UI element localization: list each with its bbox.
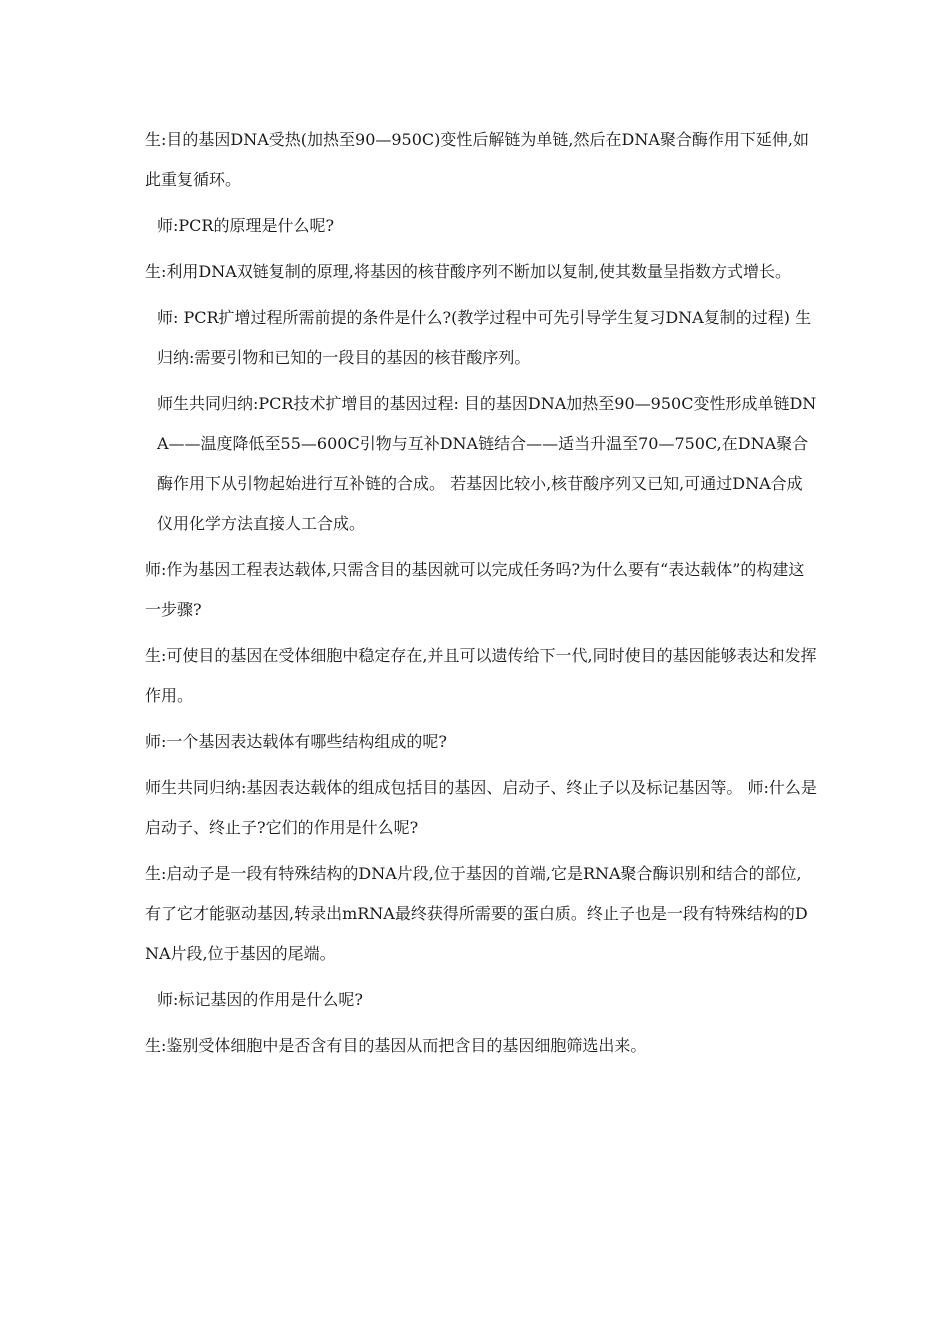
paragraph-joint-summary-pcr: 师生共同归纳:PCR技术扩增目的基因过程: 目的基因DNA加热至90—950C变性形成单链DNA——温度降低至55—600C引物与互补DNA链结合——适当升温至70—750C,在DNA聚合酶作用下从引物起始进行互补链的合成。 若基因比较小,核苷酸序列又已知,可通过DNA合成仪用化学方法直接人工合成。	[157, 394, 817, 533]
paragraph-teacher-question-pcr-conditions: 师: PCR扩增过程所需前提的条件是什么?(教学过程中可先引导学生复习DNA复制的过程) 生归纳:需要引物和已知的一段目的基因的核苷酸序列。	[157, 308, 812, 367]
paragraph-teacher-question-marker: 师:标记基因的作用是什么呢?	[157, 990, 363, 1009]
paragraph-student-answer-3: 生:可使目的基因在受体细胞中稳定存在,并且可以遗传给下一代,同时使目的基因能够表达和发挥作用。	[145, 646, 817, 705]
paragraph-joint-summary-vector: 师生共同归纳:基因表达载体的组成包括目的基因、启动子、终止子以及标记基因等。 师:什么是启动子、终止子?它们的作用是什么呢?	[145, 778, 817, 837]
paragraph-teacher-question-structure: 师:一个基因表达载体有哪些结构组成的呢?	[145, 732, 447, 751]
paragraph-teacher-question-pcr-principle: 师:PCR的原理是什么呢?	[157, 216, 335, 235]
paragraph-student-answer-4: 生:启动子是一段有特殊结构的DNA片段,位于基因的首端,它是RNA聚合酶识别和结合的部位,有了它才能驱动基因,转录出mRNA最终获得所需要的蛋白质。终止子也是一段有特殊结构的DNA片段,位于基因的尾端。	[145, 864, 808, 963]
paragraph-student-answer-5: 生:鉴别受体细胞中是否含有目的基因从而把含目的基因细胞筛选出来。	[145, 1036, 647, 1055]
document-page	[145, 120, 817, 1072]
paragraph-student-answer-1: 生:目的基因DNA受热(加热至90—950C)变性后解链为单链,然后在DNA聚合酶作用下延伸,如此重复循环。	[145, 130, 809, 189]
paragraph-teacher-question-vector: 师:作为基因工程表达载体,只需含目的基因就可以完成任务吗?为什么要有“表达载体”的构建这一步骤?	[145, 560, 805, 619]
paragraph-student-answer-2: 生:利用DNA双链复制的原理,将基因的核苷酸序列不断加以复制,使其数量呈指数方式增长。	[145, 262, 791, 281]
